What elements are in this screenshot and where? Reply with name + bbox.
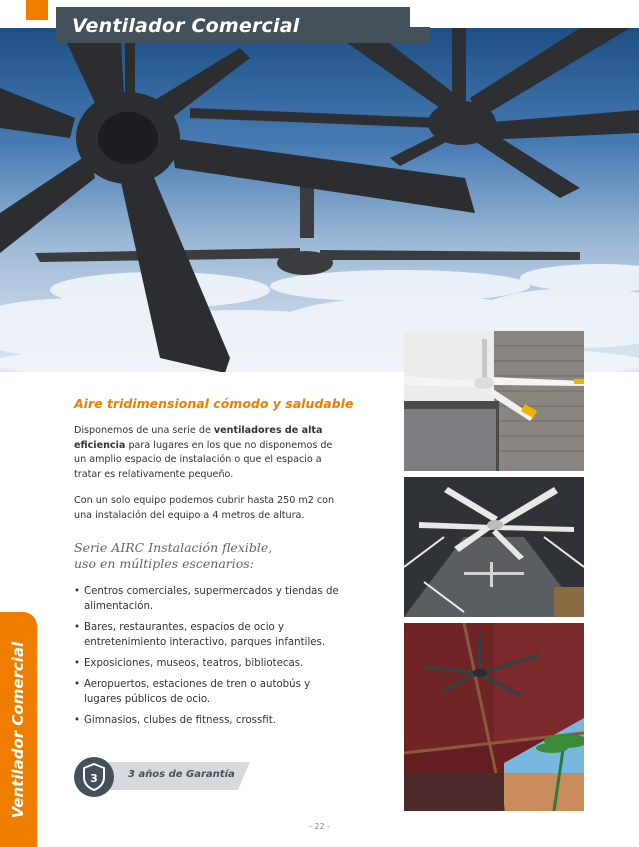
warranty-label: 3 años de Garantía	[128, 769, 235, 780]
list-item: • Bares, restaurantes, espacios de ocio y entretenimiento interactivo, parques infantiles.	[74, 620, 344, 650]
list-item: • Centros comerciales, supermercados y tiendas de alimentación.	[74, 584, 344, 614]
photo-white-fan-interior	[404, 331, 584, 471]
intro-paragraph: Disponemos de una serie de ventiladores de alta eficiencia para lugares en los que no disponemos de un amplio espacio de instalación o que el espacio a tratar es relativamente pequeño.	[74, 425, 333, 480]
list-item: • Aeropuertos, estaciones de tren o autobús y lugares públicos de ocio.	[74, 677, 344, 707]
section-subtitle: Aire tridimensional cómodo y saludable	[74, 396, 354, 411]
hero-fans-image	[0, 28, 639, 372]
shield-icon	[73, 756, 115, 798]
use-case-list	[74, 584, 344, 734]
photo-fans-warehouse	[404, 477, 584, 617]
coverage-paragraph: Con un solo equipo podemos cubrir hasta 250 m2 con una instalación del equipo a 4 metros de altura.	[74, 495, 335, 521]
list-item: • Gimnasios, clubes de fitness, crossfit.	[74, 713, 344, 728]
side-tab-label: Ventilador Comercial	[9, 641, 28, 818]
header-title-bar-tail	[410, 27, 430, 43]
page-title: Ventilador Comercial	[72, 15, 300, 37]
page-number: - 22 -	[308, 822, 331, 831]
list-item: • Exposiciones, museos, teatros, bibliotecas.	[74, 656, 344, 671]
highlight-text: ventiladores de alta eficiencia	[74, 425, 323, 451]
series-heading: Serie AIRC Instalación flexible, uso en múltiples escenarios:	[74, 540, 273, 571]
warranty-years: 3	[90, 772, 98, 785]
photo-fan-terrace	[404, 623, 584, 811]
header-accent-square	[26, 0, 48, 20]
